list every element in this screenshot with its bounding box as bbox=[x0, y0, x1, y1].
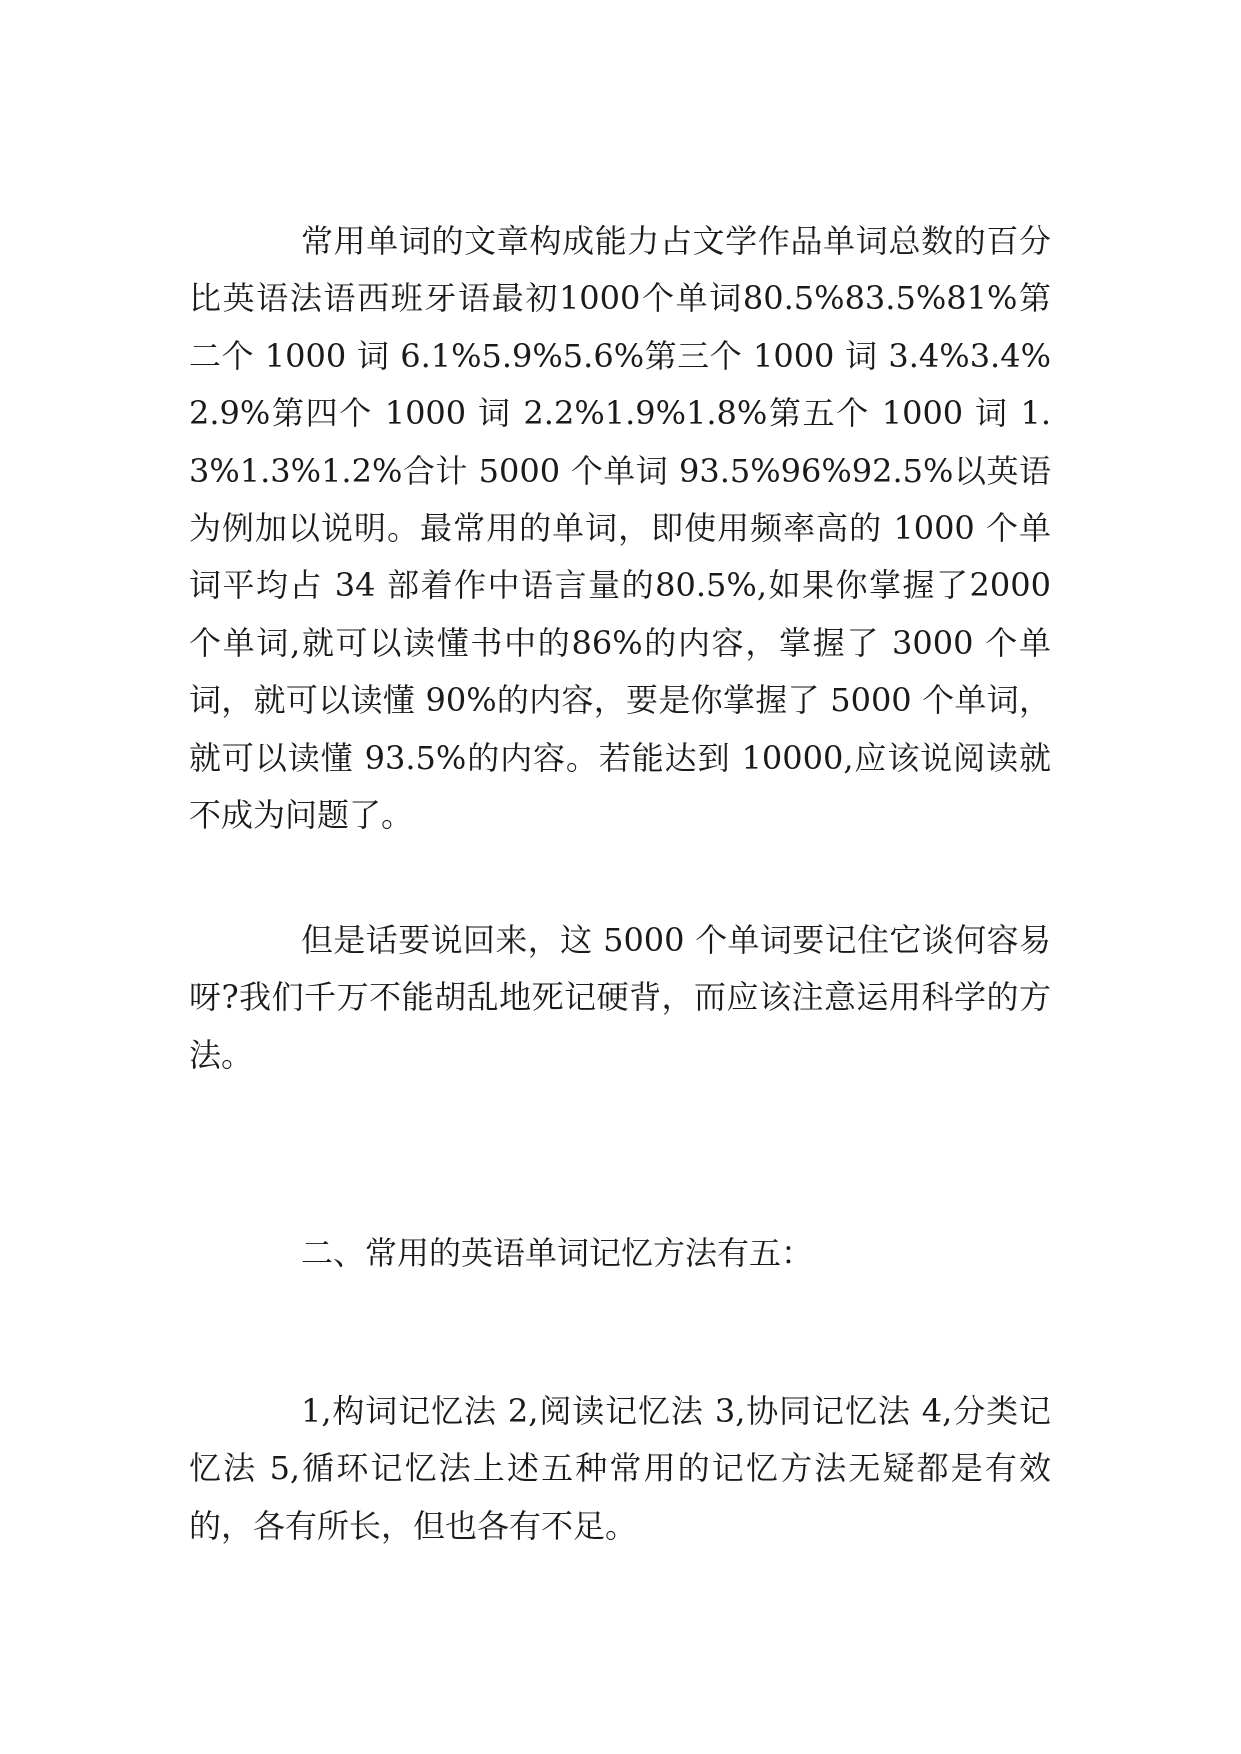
body-paragraph-memorization: 但是话要说回来，这 5000 个单词要记住它谈何容易呀?我们千万不能胡乱地死记硬背，而应该注意运用科学的方法。 bbox=[189, 921, 1051, 1074]
section-heading-methods: 二、常用的英语单词记忆方法有五： bbox=[301, 1234, 814, 1272]
body-paragraph-word-coverage: 常用单词的文章构成能力占文学作品单词总数的百分比英语法语西班牙语最初1000个单词80.5%83.5%81%第二个 1000 词 6.1%5.9%5.6%第三个 1000 词 3.4%3.4%2.9%第四个 1000 词 2.2%1.9%1.8%第五个 1000 词 1.3%1.3%1.2%合计 5000 个单词 93.5%96%92.5%以英语为例加以说明。最常用的单词，即使用频率高的 1000 个单词平均占 34 部着作中语言量的80.5%,如果你掌握了2000个单词,就可以读懂书中的86%的内容，掌握了 3000 个单词，就可以读懂 90%的内容，要是你掌握了 5000 个单词，就可以读懂 93.5%的内容。若能达到 10000,应该说阅读就不成为问题了。 bbox=[189, 222, 1051, 835]
body-paragraph-method-list: 1,构词记忆法 2,阅读记忆法 3,协同记忆法 4,分类记忆法 5,循环记忆法上述五种常用的记忆方法无疑都是有效的，各有所长，但也各有不足。 bbox=[189, 1392, 1051, 1545]
